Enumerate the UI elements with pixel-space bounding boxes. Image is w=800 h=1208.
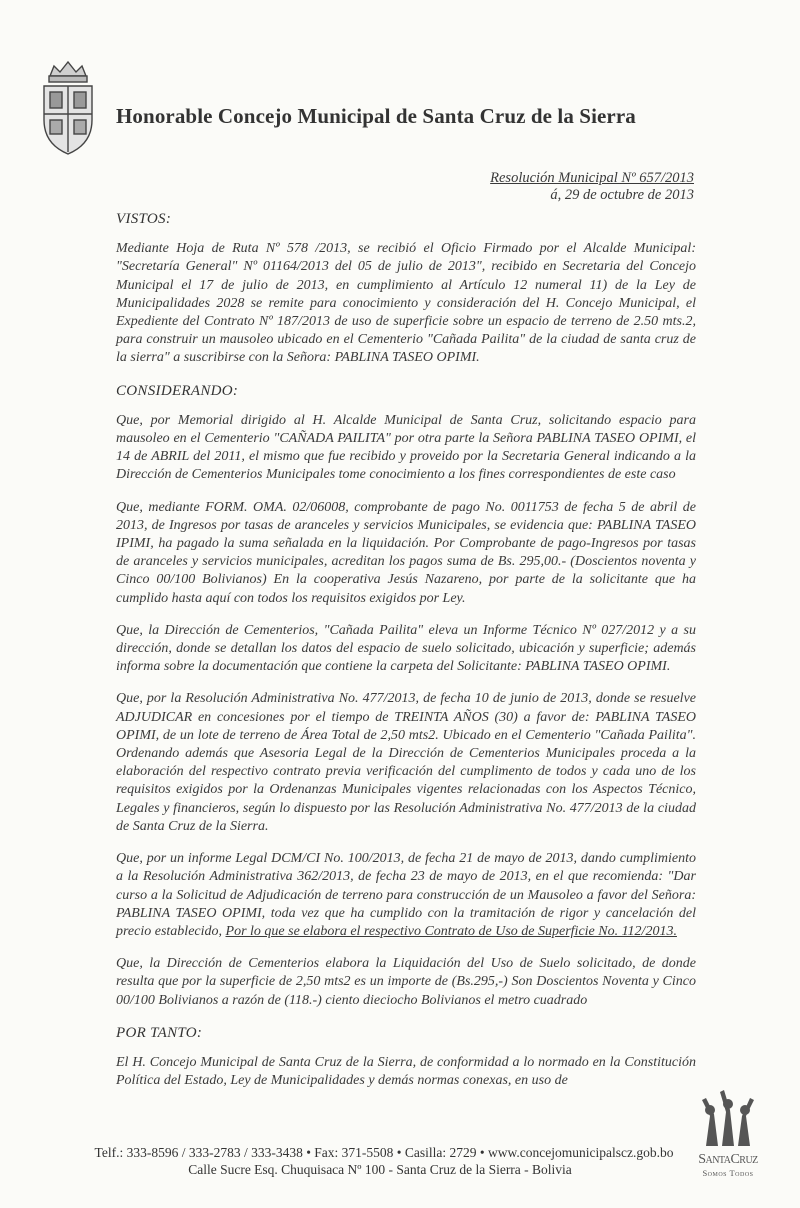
vistos-heading: VISTOS:	[116, 211, 172, 227]
considerando-paragraph-3	[116, 622, 696, 677]
paragraph-text: por Memorial dirigido al H. Alcalde Municipal de Santa Cruz, solicitando espacio para mausoleo en el Cementerio "CAÑADA PAILITA" por otra parte la Señora PABLINA TASEO OPIMI, el 14 de ABRIL del 2011, el mismo que fue recibido y proveido por la Secretaria General indicando a la Dirección de Cementerios Municipales tome conocimiento a los fines correspondientes de este caso	[116, 412, 696, 483]
resolution-block	[490, 170, 694, 204]
que-label: Que,	[116, 412, 143, 428]
resolution-number: Resolución Municipal Nº 657/2013	[490, 170, 694, 186]
que-label: Que,	[116, 622, 143, 638]
paragraph-text: la Dirección de Cementerios, "Cañada Pailita" eleva un Informe Técnico Nº 027/2012 y a su dirección, donde se detallan los datos del espacio de suelo solicitado, ubicación y superficie; además informa sobre la documentación que contiene la carpeta del Solicitante: PABLINA TASEO OPIMI.	[116, 622, 696, 675]
footer-address-line: Calle Sucre Esq. Chuquisaca Nº 100 - Santa Cruz de la Sierra - Bolivia	[188, 1162, 572, 1177]
logo-tagline: Somos Todos	[702, 1168, 754, 1178]
portanto-heading: POR TANTO:	[116, 1024, 203, 1041]
que-label: Que,	[116, 851, 143, 867]
considerando-paragraph-6	[116, 955, 696, 1010]
considerando-paragraph-2	[116, 499, 696, 608]
paragraph-text: por un informe Legal DCM/CI No. 100/2013, de fecha 21 de mayo de 2013, dando cumplimiento a la Resolución Administrativa 362/2013, de fecha 23 de mayo de 2013, en el que recomienda: "Dar curso a la Solicitud de Adjudicación de terreno para construcción de un Mausoleo a favor del Señora: PABLINA TASEO OPIMI, toda vez que ha cumplido con la tramitación de rigor y cancelación del precio establecido,	[116, 851, 696, 939]
logo-name: SantaCruz	[698, 1152, 758, 1167]
que-label: Que,	[116, 499, 143, 515]
considerando-paragraph-4	[116, 690, 696, 836]
institution-title: Honorable Concejo Municipal de Santa Cruz de la Sierra	[116, 104, 636, 128]
santa-cruz-logo-icon	[688, 1086, 768, 1186]
portanto-paragraph: El H. Concejo Municipal de Santa Cruz de la Sierra, de conformidad a lo normado en la Constitución Política del Estado, Ley de Municipalidades y demás normas conexas, en uso de	[116, 1054, 696, 1089]
considerando-heading: CONSIDERANDO:	[116, 382, 239, 399]
que-label: Que,	[116, 956, 143, 972]
footer	[44, 1144, 724, 1178]
logo-figures-icon	[688, 1086, 768, 1152]
paragraph-text: la Dirección de Cementerios elabora la Liquidación del Uso de Suelo solicitado, de donde resulta que por la superficie de 2,50 mts2 es un importe de (Bs.295,-) Son Doscientos Noventa y Cinco 00/100 Bolivianos a razón de (118.-) ciento dieciocho Bolivianos el metro cuadrado	[116, 956, 696, 1008]
paragraph-text: mediante FORM. OMA. 02/06008, comprobante de pago No. 0011753 de fecha 5 de abril de 2013, de Ingresos por tasas de aranceles y servicios Municipales, se evidencia que: PABLINA TASEO IPIMI, ha pagado la suma señalada en la liquidación. Por Comprobante de pago-Ingresos por tasas de aranceles y servicios municipales, acreditan los pagos suma de Bs. 295,00.- (Doscientos noventa y Cinco 00/100 Bolivianos) En la cooperativa Jesús Nazareno, por parte de la solicitante que ha cumplido hasta aquí con todos los requisitos exigidos por Ley.	[116, 499, 696, 606]
footer-contact-line: Telf.: 333-8596 / 333-2783 / 333-3438 • Fax: 371-5508 • Casilla: 2729 • www.concejomunicipalscz.gob.bo	[94, 1145, 674, 1160]
paragraph-text: por la Resolución Administrativa No. 477/2013, de fecha 10 de junio de 2013, donde se resuelve ADJUDICAR en concesiones por el tiempo de TREINTA AÑOS (30) a favor de: PABLINA TASEO OPIMI, de un lote de terreno de Área Total de 2,50 mts2. Ubicado en el Cementerio "Cañada Pailita". Ordenando además que Asesoria Legal de la Dirección de Cementerios Municipales proceda a la elaboración del respectivo contrato previa verificación del cumplimento de todos y cada uno de los requisitos exigidos por la Ordenanzas Municipales vigentes relacionadas con los Aspectos Técnico, Legales y financieros, según lo dispuesto por las Resolución Administrativa No. 477/2013 de la ciudad de Santa Cruz de la Sierra.	[116, 691, 696, 834]
coat-of-arms-icon	[36, 58, 100, 158]
document-body	[116, 210, 696, 1104]
considerando-paragraph-5	[116, 850, 696, 941]
que-label: Que,	[116, 691, 143, 707]
considerando-paragraph-1	[116, 412, 696, 485]
resolution-date: á, 29 de octubre de 2013	[550, 187, 694, 203]
vistos-paragraph: Mediante Hoja de Ruta Nº 578 /2013, se recibió el Oficio Firmado por el Alcalde Municipal: "Secretaría General" Nº 01164/2013 del 05 de julio de 2013", recibido en Secretaria del Concejo Municipal el 17 de julio de 2013, en cumplimiento al Artículo 12 numeral 11) de la Ley de Municipalidades 2028 se remite para conocimiento y consideración del H. Concejo Municipal, el Expediente del Contrato Nº 187/2013 de uso de superficie sobre un espacio de terreno de 2.50 mts.2, para construir un mausoleo ubicado en el Cementerio "Cañada Pailita" de la ciudad de santa cruz de la sierra" a suscribirse con la Señora: PABLINA TASEO OPIMI.	[116, 241, 696, 366]
underlined-text: Por lo que se elabora el respectivo Contrato de Uso de Superficie No. 112/2013.	[225, 923, 677, 939]
